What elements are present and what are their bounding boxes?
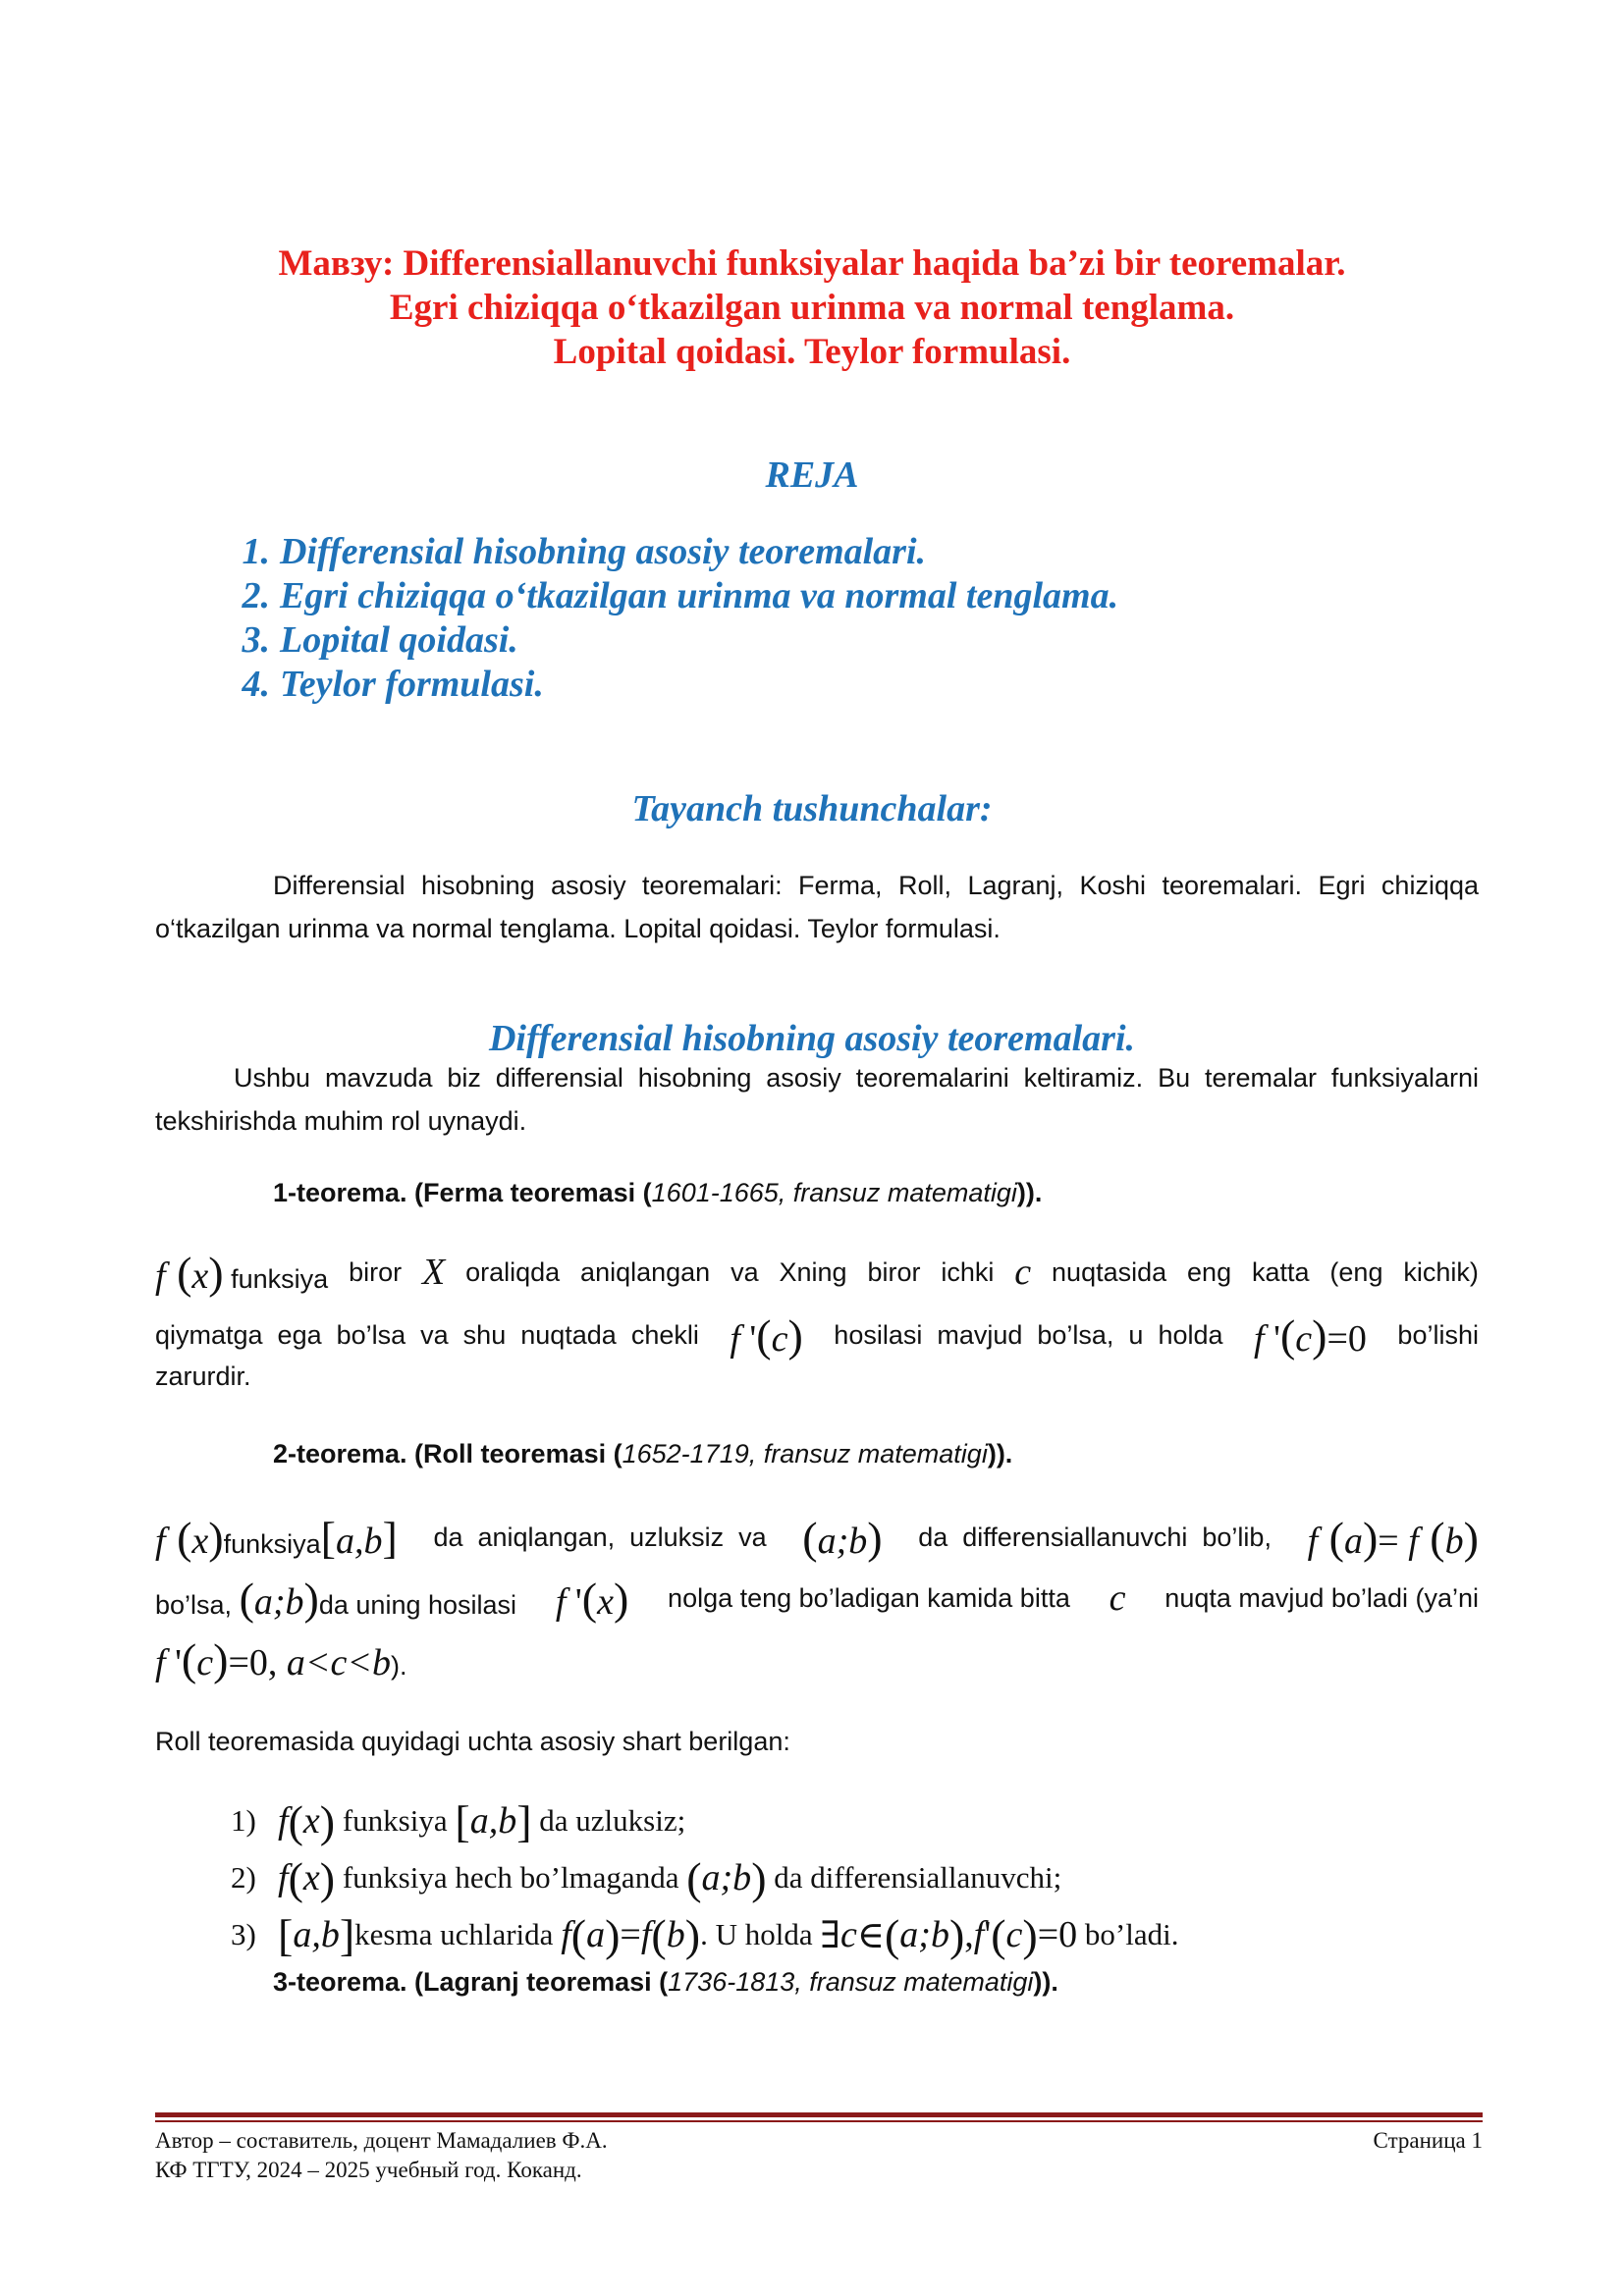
title-line-2: Egri chiziqqa o‘tkazilgan urinma va normal tenglama. xyxy=(389,288,1235,328)
reja-item: 1. Differensial hisobning asosiy teoremalari. xyxy=(242,531,927,572)
theorem-1-line-1: f (x) funksiya biror X oraliqda aniqlangan va Xning biror ichki c nuqtasida eng katta (eng kichik) xyxy=(155,1247,1479,1298)
theorem-2-line-1: f (x)funksiya[a,b] da aniqlangan, uzluksiz va (a;b) da differensiallanuvchi bo’lib, f (a)= f (b) xyxy=(155,1512,1479,1563)
footer-page-number: Страница 1 xyxy=(1373,2128,1483,2153)
reja-list xyxy=(226,530,1404,707)
document-title xyxy=(157,241,1467,374)
footer-author: Автор – составитель, доцент Мамадалиев Ф.А. xyxy=(155,2128,608,2153)
theorem-1-heading: 1-teorema. (Ferma teoremasi (1601-1665, fransuz matematigi)). xyxy=(273,1178,1043,1207)
roll-condition-2: 2) f ( x ) funksiya hech bo’lmaganda ( a;b ) da differensiallanuvchi; xyxy=(231,1852,1062,1903)
footer-org: КФ ТГТУ, 2024 – 2025 учебный год. Коканд. xyxy=(155,2158,582,2182)
reja-item: 2. Egri chiziqqa o‘tkazilgan urinma va normal tenglama. xyxy=(242,575,1119,616)
footer-rule-thin xyxy=(155,2120,1483,2122)
reja-item: 4. Teylor formulasi. xyxy=(242,664,544,705)
title-line-3: Lopital qoidasi. Teylor formulasi. xyxy=(553,332,1071,372)
reja-item: 3. Lopital qoidasi. xyxy=(242,619,518,661)
roll-intro: Roll teoremasida quyidagi uchta asosiy shart berilgan: xyxy=(155,1727,790,1756)
footer-rule xyxy=(155,2112,1483,2117)
page-footer xyxy=(155,2126,1483,2185)
reja-heading: REJA xyxy=(765,454,859,496)
roll-condition-1: 1) f ( x ) funksiya [ a,b ] da uzluksiz; xyxy=(231,1795,686,1846)
theorem-1-line-2: qiymatga ega bo’lsa va shu nuqtada chekli f '(c) hosilasi mavjud bo’lsa, u holda f '(c)=0 bo’lishi xyxy=(155,1309,1479,1361)
section-intro: Ushbu mavzuda biz differensial hisobning asosiy teoremalarini keltiramiz. Bu teremalar funksiyalarni tekshirishda muhim rol uynaydi. xyxy=(155,1063,1479,1136)
theorem-3-heading: 3-teorema. (Lagranj teoremasi (1736-1813, fransuz matematigi)). xyxy=(273,1967,1058,1997)
theorem-2-line-3: f '(c)=0, a<c<b). xyxy=(155,1633,407,1684)
roll-condition-3: 3) [ a,b ] kesma uchlarida f ( a ) = f ( b ) . U holda ∃ c ∈ ( a;b ) , f ' ( c ) =0 bo’ladi. xyxy=(231,1909,1179,1960)
section-heading: Differensial hisobning asosiy teoremalari. xyxy=(488,1018,1136,1059)
theorem-1-line-3: zarurdir. xyxy=(155,1362,251,1391)
tayanch-text: Differensial hisobning asosiy teoremalari: Ferma, Roll, Lagranj, Koshi teoremalari. Egri chiziqqa o‘tkazilgan urinma va normal tenglama. Lopital qoidasi. Teylor formulasi. xyxy=(155,871,1479,943)
tayanch-heading: Tayanch tushunchalar: xyxy=(631,788,993,829)
theorem-2-line-2: bo’lsa, (a;b)da uning hosilasi f '(x) nolga teng bo’ladigan kamida bitta c nuqta mavjud bo’ladi (ya’ni xyxy=(155,1573,1479,1624)
theorem-2-heading: 2-teorema. (Roll teoremasi (1652-1719, fransuz matematigi)). xyxy=(273,1439,1013,1468)
title-line-1: Мавзу: Differensiallanuvchi funksiyalar haqida ba’zi bir teoremalar. xyxy=(278,243,1346,284)
